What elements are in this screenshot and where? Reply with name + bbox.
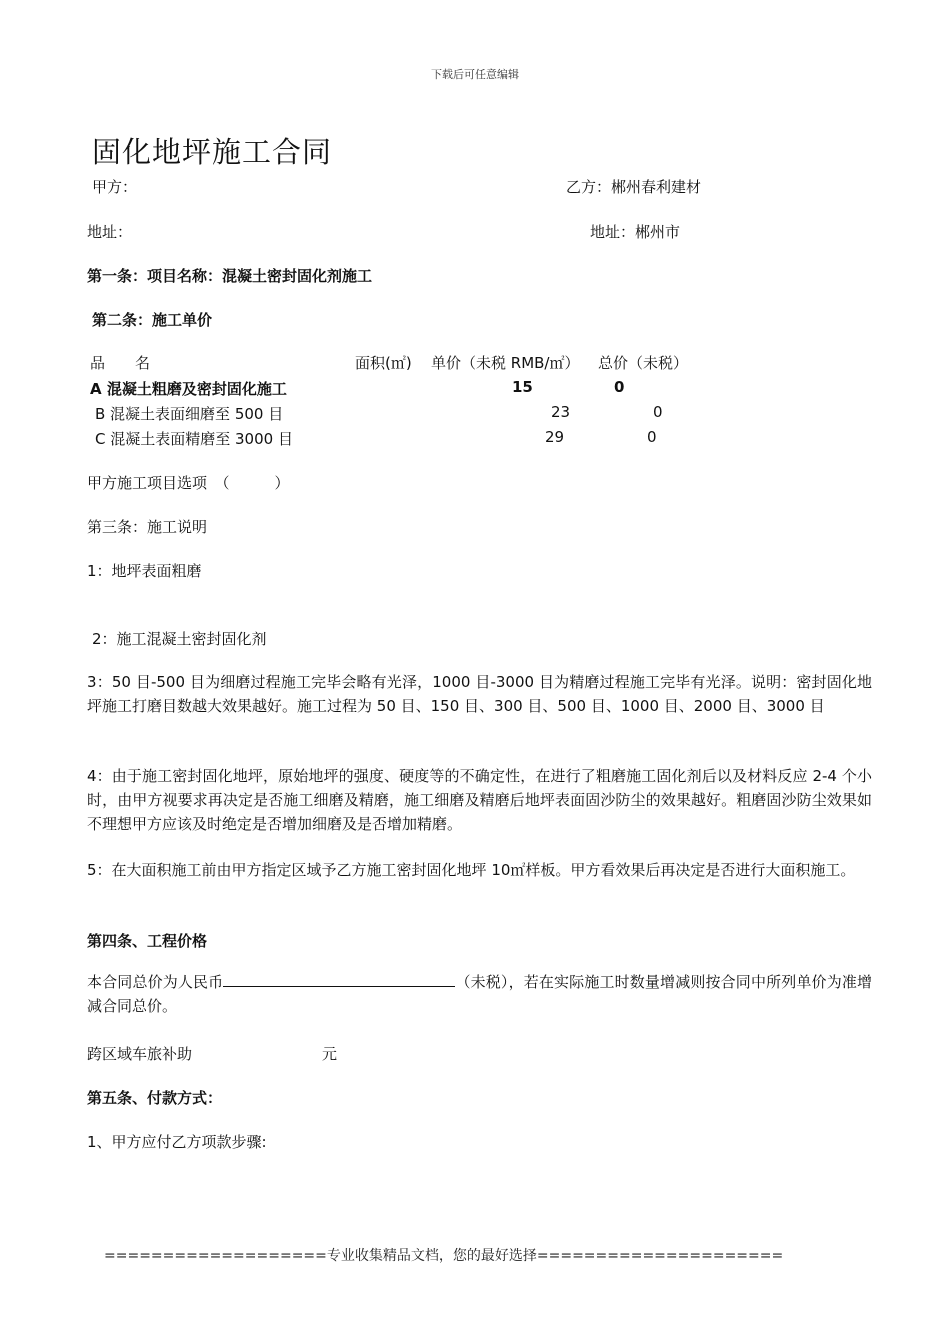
article-1: 第一条：项目名称：混凝土密封固化剂施工 <box>87 267 373 285</box>
page-title: 固化地坪施工合同 <box>92 135 333 169</box>
row-a-name: A 混凝土粗磨及密封固化施工 <box>90 380 287 398</box>
col-total-header: 总价（未税） <box>598 354 689 372</box>
party-a-label: 甲方： <box>92 178 138 196</box>
col-area-header: 面积(㎡) <box>355 354 412 372</box>
article-3: 第三条：施工说明 <box>87 518 208 536</box>
row-c-name: C 混凝土表面精磨至 3000 目 <box>95 430 293 448</box>
row-a-unit: 15 <box>512 378 533 396</box>
item-3: 3：50 目-500 目为细磨过程施工完毕会略有光泽，1000 目-3000 目为精磨过程施工完毕有光泽。说明：密封固化地坪施工打磨目数越大效果越好。施工过程为 50 目、150 目、300 目、500 目、1000 目、2000 目、3000 目 <box>87 673 872 715</box>
item-4: 4：由于施工密封固化地坪，原始地坪的强度、硬度等的不确定性，在进行了粗磨施工固化剂后以及材料反应 2-4 个小时，由甲方视要求再决定是否施工细磨及精磨，施工细磨及精磨后地坪表面固沙防尘的效果越好。粗磨固沙防尘效果如不理想甲方应该及时绝定是否增加细磨及是否增加精磨。 <box>87 767 872 833</box>
article-5: 第五条、付款方式： <box>87 1089 223 1107</box>
article-2: 第二条：施工单价 <box>92 311 213 329</box>
row-b-name: B 混凝土表面细磨至 500 目 <box>95 405 284 423</box>
price-clause <box>87 970 872 1018</box>
address-a: 地址： <box>87 223 133 241</box>
item-2: 2：施工混凝土密封固化剂 <box>92 630 267 648</box>
price-blank <box>223 970 455 987</box>
col-unit-header: 单价（未税 RMB/㎡） <box>431 354 580 372</box>
price-text-a: 本合同总价为人民币 <box>87 973 224 991</box>
price-text-b: （未税），若在实际施工时数量增减则按合同中所列单价为准增减合同总价。 <box>87 973 872 1015</box>
header-note: 下载后可任意编辑 <box>431 68 519 81</box>
footer-note: ===================专业收集精品文档，您的最好选择===================== <box>104 1248 784 1264</box>
col-item-header: 品 名 <box>90 354 151 372</box>
party-b: 乙方：郴州春利建材 <box>566 178 702 196</box>
row-b-total: 0 <box>653 403 663 421</box>
address-b: 地址：郴州市 <box>590 223 681 241</box>
row-c-total: 0 <box>647 428 657 446</box>
option-line: 甲方施工项目选项 （ ） <box>87 474 290 492</box>
item-1: 1：地坪表面粗磨 <box>87 562 202 580</box>
row-c-unit: 29 <box>545 428 565 446</box>
item-5: 5：在大面积施工前由甲方指定区域予乙方施工密封固化地坪 10㎡样板。甲方看效果后再决定是否进行大面积施工。 <box>87 861 856 879</box>
row-b-unit: 23 <box>551 403 571 421</box>
article-4: 第四条、工程价格 <box>87 932 208 950</box>
payment-step-1: 1、甲方应付乙方项款步骤: <box>87 1133 267 1151</box>
subsidy-label: 跨区域车旅补助 <box>87 1045 193 1063</box>
subsidy-unit: 元 <box>322 1045 338 1063</box>
row-a-total: 0 <box>614 378 625 396</box>
